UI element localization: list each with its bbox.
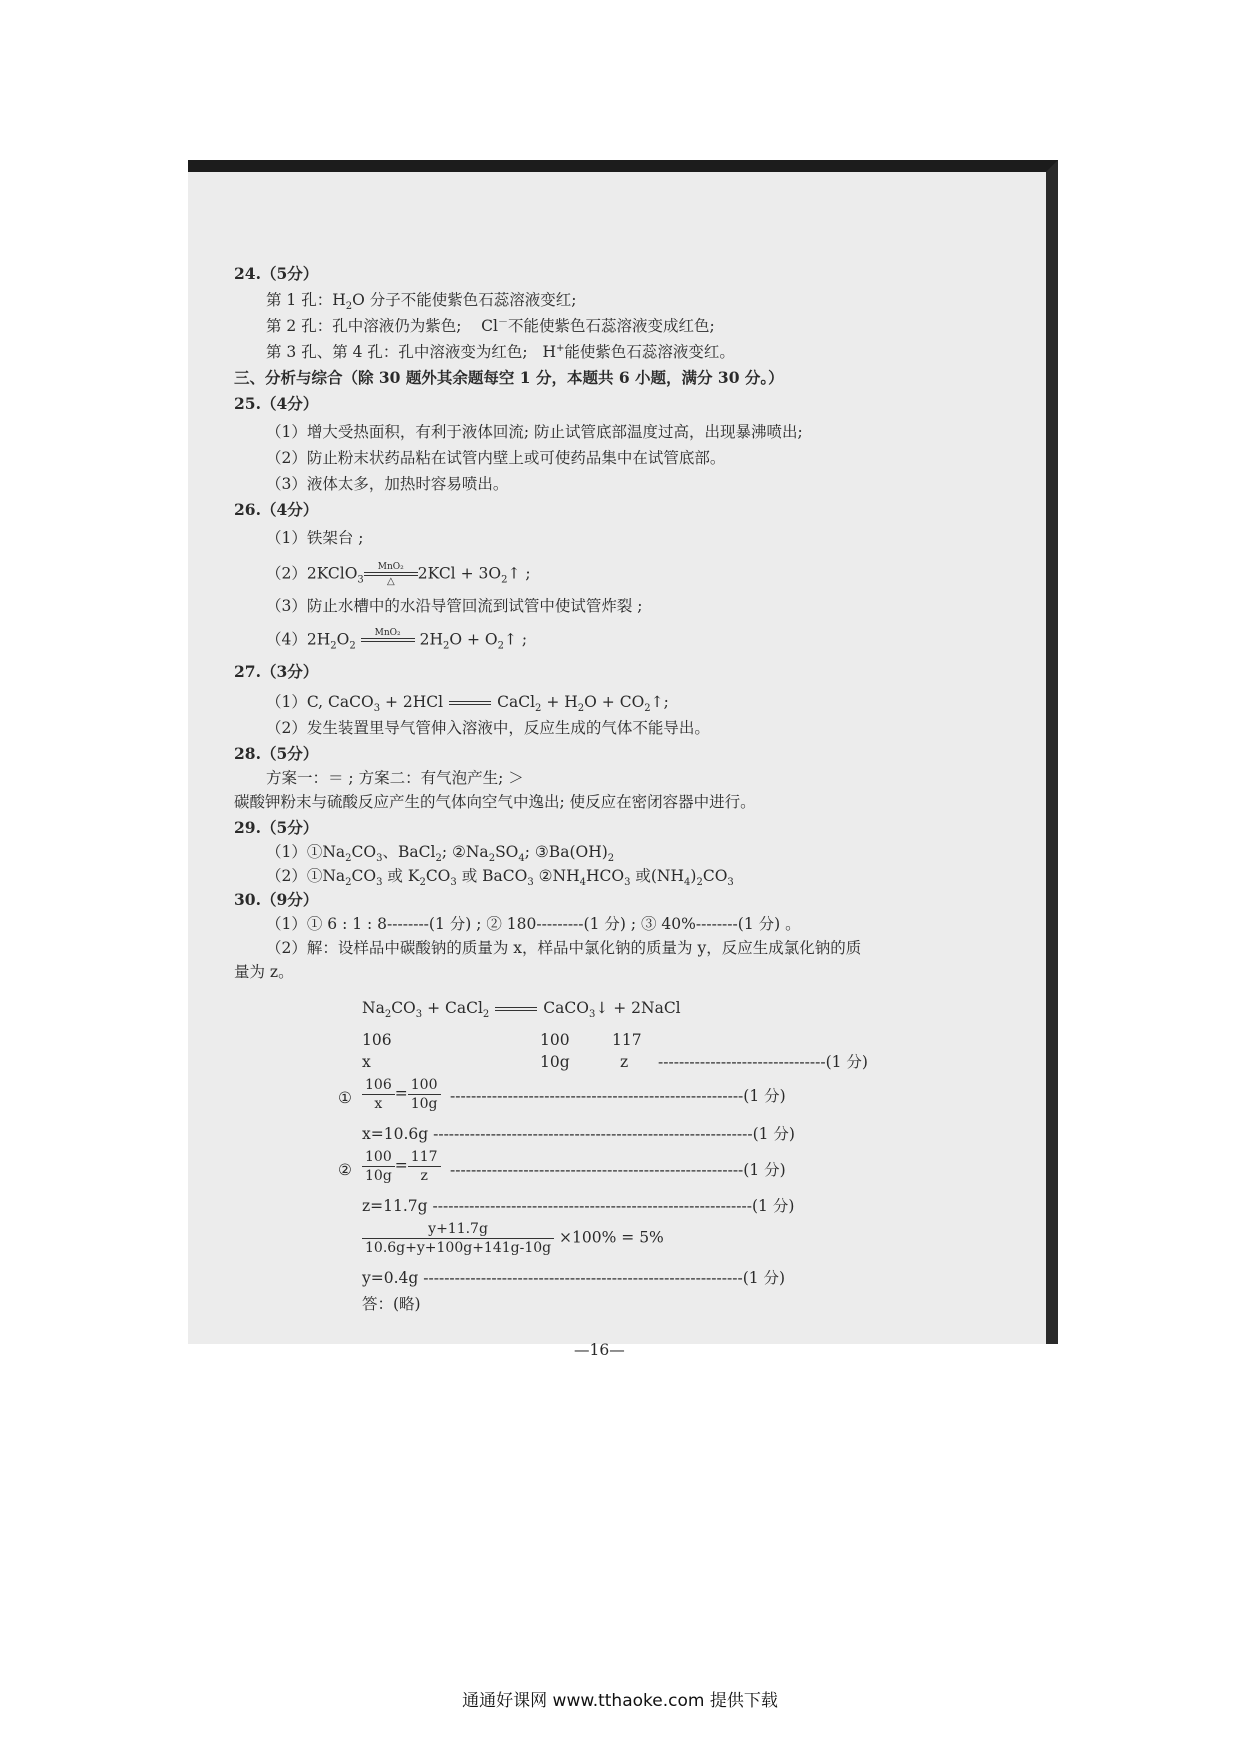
result-z: z=11.7g -------------------------------------------------------------(1 分)	[362, 1197, 795, 1215]
score-dash-1: --------------------------------(1 分)	[658, 1053, 868, 1071]
q29-line-1: $(1)①Na_2CO_3$、BaCl$_2$; $②Na_2SO_4$; $③Ba(OH)_2$	[266, 843, 615, 865]
q25-heading: 25.（4分）	[234, 394, 319, 413]
q27-line-2: （2）发生装置里导气管伸入溶液中，反应生成的气体不能导出。	[266, 719, 710, 737]
var-10g: 10g	[540, 1053, 570, 1071]
page-number: —16—	[574, 1341, 625, 1359]
q30-heading: 30.（9分）	[234, 890, 319, 909]
q26-line-1: （1）铁架台 ;	[266, 529, 364, 547]
q26-line-3: （3）防止水槽中的水沿导管回流到试管中使试管炸裂 ;	[266, 597, 643, 615]
q30-line-3: 量为 z。	[234, 963, 294, 981]
q30-line-1: （1）① 6 : 1 : 8--------(1 分) ; ② 180---------(1 分) ; ③ 40%--------(1 分) 。	[266, 915, 801, 933]
scanned-page	[188, 160, 1058, 1359]
q28-line-1: 方案一：＝ ; 方案二：有气泡产生; ＞	[266, 769, 524, 787]
ratio-2: $\frac{100}{10g}$ = $\frac{117}{z}$	[362, 1148, 441, 1185]
var-x: x	[362, 1053, 371, 1071]
q25-line-3: （3）液体太多，加热时容易喷出。	[266, 475, 509, 493]
result-y: y=0.4g -------------------------------------------------------------(1 分)	[362, 1269, 786, 1287]
answer-line: 答：(略)	[362, 1295, 421, 1313]
q24-heading: 24.（5分）	[234, 264, 319, 283]
q26-line-4: $(4)2H_2O_2$ MnO₂ $2H_2O$ + $O_2↑$ ;	[266, 628, 528, 652]
reaction-arrow: MnO₂ △	[364, 562, 418, 587]
q25-line-1: （1）增大受热面积，有利于液体回流; 防止试管底部温度过高，出现暴沸喷出;	[266, 423, 803, 441]
q30-equation: $Na_2CO_3$ + CaCl$_2$ CaCO$_3$↓ + 2NaCl	[362, 999, 681, 1021]
q24-line-1: 第 1 孔：$H_2O$ 分子不能使紫色石蕊溶液变红;	[266, 291, 577, 313]
section-3-heading: 三、分析与综合（除 30 题外其余题每空 1 分，本题共 6 小题，满分 30 分。）	[234, 368, 784, 387]
q27-line-1: （1）C, CaCO$_3$ + 2HCl CaCl$_2$ + $H_2O$ + $CO_2↑$;	[266, 693, 669, 715]
score-dash-3: --------------------------------------------------------(1 分)	[450, 1161, 786, 1179]
q29-line-2: $(2)①Na_2CO_3$ 或 $K_2CO_3$ 或 BaCO$_3$ $②NH_4HCO_3$ 或$(NH_4)_2CO_3$	[266, 867, 734, 889]
q24-line-2: 第 2 孔：孔中溶液仍为紫色; Cl－不能使紫色石蕊溶液变成红色;	[266, 316, 715, 335]
q25-line-2: （2）防止粉末状药品粘在试管内壁上或可使药品集中在试管底部。	[266, 449, 726, 467]
footer-credit: 通通好课网 www.tthaoke.com 提供下载	[462, 1691, 778, 1711]
molar-mass-2: 100	[540, 1031, 570, 1049]
q26-heading: 26.（4分）	[234, 500, 319, 519]
q24-line-3: 第 3 孔、第 4 孔：孔中溶液变为红色; H+能使紫色石蕊溶液变红。	[266, 342, 735, 361]
result-x: x=10.6g -------------------------------------------------------------(1 分)	[362, 1125, 795, 1143]
q26-line-2: （2）2KClO$_3$ MnO₂ △ $2KCl + 3O_2↑$ ;	[266, 562, 531, 587]
q29-heading: 29.（5分）	[234, 818, 319, 837]
q28-heading: 28.（5分）	[234, 744, 319, 763]
molar-mass-3: 117	[612, 1031, 642, 1049]
score-dash-2: --------------------------------------------------------(1 分)	[450, 1087, 786, 1105]
circle-2: ②	[338, 1161, 352, 1179]
q27-heading: 27.（3分）	[234, 662, 319, 681]
molar-mass-1: 106	[362, 1031, 392, 1049]
q28-line-2: 碳酸钾粉末与硫酸反应产生的气体向空气中逸出; 使反应在密闭容器中进行。	[234, 793, 756, 811]
var-z: z	[620, 1053, 629, 1071]
reaction-arrow: MnO₂	[361, 628, 415, 653]
q30-line-2: （2）解：设样品中碳酸钠的质量为 x，样品中氯化钠的质量为 y，反应生成氯化钠的质	[266, 939, 862, 957]
percent-formula: $\frac{y+11.7g}{10.6g+y+100g+141g-10g}$ ×100% = 5%	[362, 1220, 664, 1257]
ratio-1: $\frac{106}{x}$ = $\frac{100}{10g}$	[362, 1076, 441, 1113]
circle-1: ①	[338, 1089, 352, 1107]
